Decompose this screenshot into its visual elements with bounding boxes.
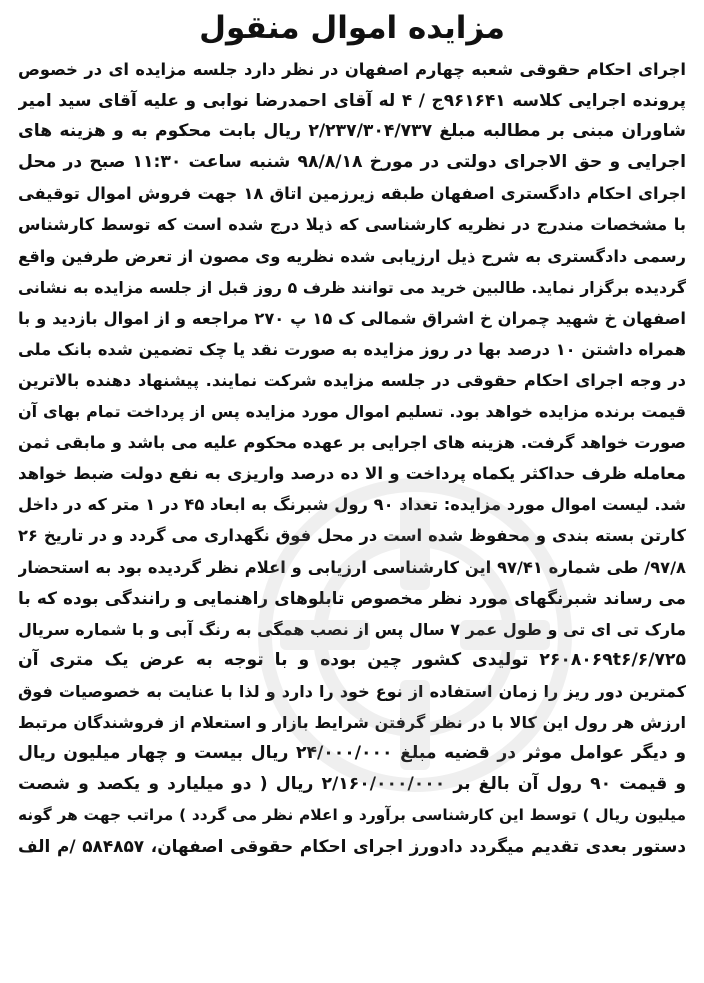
notice-line: و قیمت ۹۰ رول آن بالغ بر ۲/۱۶۰/۰۰۰/۰۰۰ ریال ( دو میلیارد و یکصد و شصت: [18, 774, 686, 795]
notice-line: گردیده برگزار نماید. طالبین خرید می توانند ظرف ۵ روز قبل از جلسه مزایده به نشانی: [18, 277, 686, 297]
notice-line: با مشخصات مندرج در نظریه کارشناسی که ذیلا درج شده است که توسط کارشناس: [18, 215, 686, 235]
notice-line: اجرای احکام حقوقی شعبه چهارم اصفهان در نظر دارد جلسه مزایده ای در خصوص: [18, 60, 686, 79]
notice-line: قیمت برنده مزایده خواهد بود. تسلیم اموال مورد مزایده پس از پرداخت تمام بهای آن: [18, 402, 686, 422]
notice-line: میلیون ریال ) توسط این کارشناسی برآورد و اعلام نظر می گردد ) مراتب جهت هر گونه: [18, 806, 686, 825]
notice-line: همراه داشتن ۱۰ درصد بها در روز مزایده به صورت نقد یا چک تضمین شده بانک ملی: [18, 339, 686, 359]
notice-line: معامله ظرف حداکثر یکماه پرداخت و الا ده درصد واریزی به نفع دولت ضبط خواهد: [18, 464, 686, 484]
notice-line: مارک تی ای تی و طول عمر ۷ سال پس از نصب همگی به رنگ آبی و با شماره سریال: [18, 619, 686, 639]
notice-line: شاوران مبنی بر مطالبه مبلغ ۲/۲۳۷/۳۰۴/۷۳۷ ریال بابت محکوم به و هزینه های: [18, 121, 686, 142]
notice-line: در وجه اجرای احکام حقوقی در جلسه مزایده شرکت نمایند. پیشنهاد دهنده بالاترین: [18, 370, 686, 390]
notice-line: اجرایی و حق الاجرای دولتی در مورخ ۹۸/۸/۱۸ شنبه ساعت ۱۱:۳۰ صبح در محل: [18, 152, 686, 173]
notice-line: ارزش هر رول این کالا با در نظر گرفتن شرایط بازار و استعلام از فروشندگان مرتبط: [18, 712, 686, 732]
notice-line: ۲۶۰۸۰۶۹t۶/۶/۷۲۵ تولیدی کشور چین بوده و با توجه به عرض یک متری آن: [18, 649, 686, 670]
notice-line: اجرای احکام دادگستری اصفهان طبقه زیرزمین اتاق ۱۸ جهت فروش اموال توقیفی: [18, 184, 686, 204]
notice-line: و دیگر عوامل موثر در قضیه مبلغ ۲۴/۰۰۰/۰۰۰ ریال بیست و چهار میلیون ریال: [18, 743, 686, 764]
notice-title: مزایده اموال منقول: [199, 10, 505, 46]
notice-line: صورت خواهد گرفت. هزینه های اجرایی بر عهده محکوم علیه می باشد و مابقی ثمن: [18, 433, 686, 453]
notice-body: [18, 54, 686, 862]
notice-line: دستور بعدی تقدیم میگردد دادورز اجرای احکام حقوقی اصفهان، ۵۸۴۸۵۷ /م الف: [18, 836, 686, 857]
notice-line: پرونده اجرایی کلاسه ۹۶۱۶۴۱ج / ۴ له آقای احمدرضا نوابی و علیه آقای سید امیر: [18, 90, 686, 111]
notice-line: ۹۷/۸/ طی شماره ۹۷/۴۱ این کارشناسی ارزیابی و اعلام نظر گردیده بود به استحضار: [18, 557, 686, 577]
notice-line: شد. لیست اموال مورد مزایده: تعداد ۹۰ رول شبرنگ به ابعاد ۴۵ در ۱ متر که در داخل: [18, 495, 686, 515]
notice-line: می رساند شبرنگهای مورد نظر مخصوص تابلوهای راهنمایی و رانندگی بوده که با: [18, 587, 686, 608]
notice-line: کارتن بسته بندی و محفوظ شده است در محل فوق نگهداری می گردد و در تاریخ ۲۶: [18, 526, 686, 546]
notice-line: رسمی دادگستری به شرح ذیل ارزیابی شده نظریه وی مصون از تعرض طرفین واقع: [18, 246, 686, 266]
notice-line: اصفهان خ شهید چمران خ اشراق شمالی ک ۱۵ پ ۲۷۰ مراجعه و از اموال بازدید و با: [18, 308, 686, 328]
notice-line: کمترین دور ریز را زمان استفاده از نوع خود را دارد و لذا با عنایت به خصوصیات فوق: [18, 681, 686, 701]
